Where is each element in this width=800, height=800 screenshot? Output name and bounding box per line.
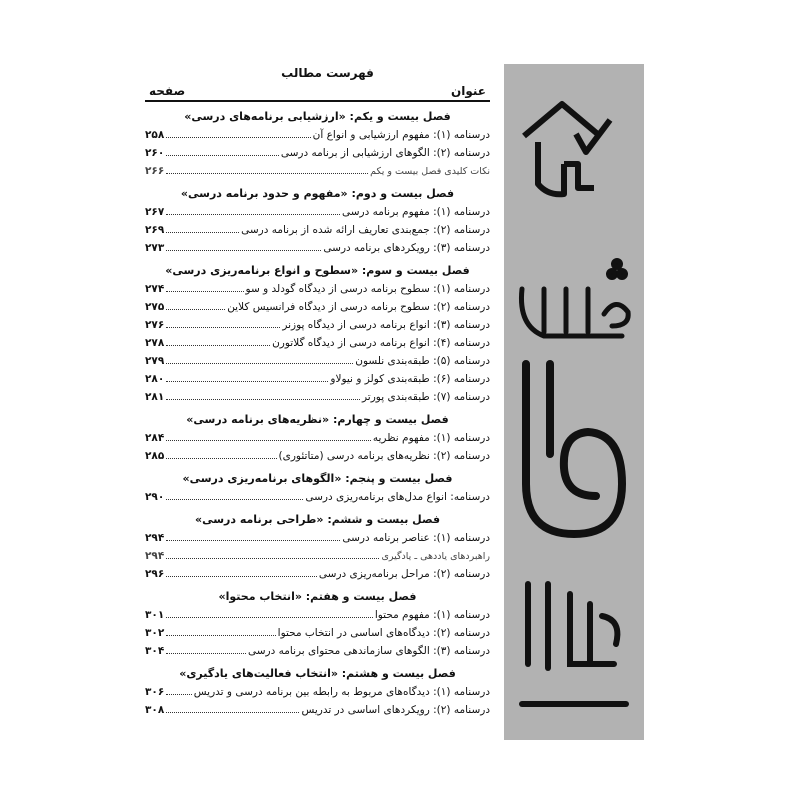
toc-entry-title: درسنامه (۱): دیدگاه‌های مربوط به رابطه بین برنامه درسی و تدریس [193, 686, 490, 698]
toc-entry[interactable] [145, 546, 490, 564]
toc-entry-page: ۲۶۰ [145, 147, 165, 159]
toc-entry-title: درسنامه (۲): رویکردهای اساسی در تدریس [301, 704, 490, 716]
toc-entry[interactable] [145, 351, 490, 369]
toc-entry-title: درسنامه (۱): مفهوم نظریه [372, 432, 490, 444]
dot-leader [166, 369, 328, 382]
chapter-title: فصل بیست و هشتم: «انتخاب فعالیت‌های یادگیری» [179, 667, 456, 680]
toc-entry[interactable] [145, 202, 490, 220]
sharif-script-icon [521, 261, 628, 337]
dot-leader [166, 125, 310, 138]
toc-entry[interactable] [145, 700, 490, 718]
toc-entry[interactable] [145, 623, 490, 641]
toc-entry-page: ۲۸۴ [145, 432, 165, 444]
chapter-title: فصل بیست و دوم: «مفهوم و حدود برنامه درسی» [180, 187, 455, 200]
dot-leader [166, 528, 340, 541]
toc-entry[interactable] [145, 682, 490, 700]
dot-leader [166, 333, 270, 346]
toc-entry[interactable] [145, 564, 490, 582]
toc-entry-page: ۲۹۴ [145, 532, 165, 544]
toc-entry-page: ۲۵۸ [145, 129, 165, 141]
toc-entry-page: ۳۰۴ [145, 645, 165, 657]
dot-leader [166, 682, 192, 695]
toc-entry-page: ۲۶۶ [145, 165, 165, 177]
toc-entry-page: ۲۷۸ [145, 337, 165, 349]
chapter-section [145, 665, 490, 718]
toc-entry-page: ۲۸۰ [145, 373, 165, 385]
dot-leader [166, 623, 275, 636]
toc-entry-title: درسنامه (۳): انواع برنامه درسی از دیدگاه پوزنر [282, 319, 490, 331]
chapter-section [145, 470, 490, 505]
dot-leader [166, 238, 321, 251]
toc-entry-title: درسنامه (۱): مفهوم ارزشیابی و انواع آن [312, 129, 490, 141]
toc-entry-page: ۲۶۷ [145, 206, 165, 218]
dot-leader [166, 315, 280, 328]
chapter-section [145, 588, 490, 659]
dot-leader [166, 297, 225, 310]
toc-entry[interactable] [145, 428, 490, 446]
toc-entry-title: درسنامه (۲): الگوهای ارزشیابی از برنامه درسی [280, 147, 490, 159]
dot-leader [166, 161, 368, 174]
chapter-title: فصل بیست و ششم: «طراحی برنامه درسی» [194, 513, 441, 526]
toc-entry-title: درسنامه (۵): طبقه‌بندی نلسون [355, 355, 490, 367]
dot-leader [166, 641, 246, 654]
sharif-madares-logo [504, 64, 644, 740]
toc-entry[interactable] [145, 143, 490, 161]
dot-leader [166, 564, 317, 577]
chapter-title: فصل بیست و هفتم: «انتخاب محتوا» [218, 590, 417, 603]
toc-entry[interactable] [145, 641, 490, 659]
toc-entry[interactable] [145, 487, 490, 505]
chapter-section [145, 108, 490, 179]
table-of-contents [145, 64, 490, 718]
chapter-title: فصل بیست و سوم: «سطوح و انواع برنامه‌ریزی درسی» [165, 264, 470, 277]
toc-entry[interactable] [145, 279, 490, 297]
toc-entry[interactable] [145, 238, 490, 256]
chapter-title: فصل بیست و یکم: «ارزشیابی برنامه‌های درسی» [184, 110, 451, 123]
column-title-header: عنوان [451, 84, 486, 98]
dot-leader [166, 351, 353, 364]
toc-entry-page: ۳۰۱ [145, 609, 165, 621]
chapter-section [145, 185, 490, 256]
toc-entry[interactable] [145, 297, 490, 315]
dot-leader [166, 446, 276, 459]
toc-entry-title: درسنامه (۲): دیدگاه‌های اساسی در انتخاب محتوا [277, 627, 490, 639]
toc-entry-page: ۲۹۴ [145, 550, 165, 562]
dot-leader [166, 279, 243, 292]
toc-entry-page: ۲۷۹ [145, 355, 165, 367]
toc-entry-page: ۲۷۴ [145, 283, 165, 295]
toc-entry-title: درسنامه (۱): سطوح برنامه درسی از دیدگاه گودلد و سو [245, 283, 490, 295]
toc-entry-title: درسنامه (۱): مفهوم برنامه درسی [342, 206, 490, 218]
toc-entry-title: درسنامه (۲): سطوح برنامه درسی از دیدگاه فرانسیس کلاین [227, 301, 490, 313]
toc-entry[interactable] [145, 387, 490, 405]
toc-entry[interactable] [145, 605, 490, 623]
toc-entry-title: درسنامه (۳): رویکردهای برنامه درسی [323, 242, 490, 254]
chapter-section [145, 411, 490, 464]
chapter-section [145, 262, 490, 405]
toc-entry-page: ۲۸۵ [145, 450, 165, 462]
toc-entry-title: درسنامه (۴): انواع برنامه درسی از دیدگاه گلاتورن [272, 337, 490, 349]
dot-leader [166, 546, 379, 559]
toc-entry-page: ۳۰۸ [145, 704, 165, 716]
toc-entry-title: درسنامه (۷): طبقه‌بندی پورتر [362, 391, 490, 403]
toc-entry-page: ۲۹۰ [145, 491, 165, 503]
toc-entry-title: درسنامه (۱): مفهوم محتوا [374, 609, 490, 621]
toc-entry[interactable] [145, 315, 490, 333]
face-emblem-icon [524, 104, 610, 194]
dot-leader [166, 700, 299, 713]
toc-entry-title: درسنامه (۳): الگوهای سازماندهی محتوای برنامه درسی [248, 645, 490, 657]
chapter-section [145, 511, 490, 582]
toc-entry-page: ۲۷۵ [145, 301, 165, 313]
toc-entry-title: درسنامه: انواع مدل‌های برنامه‌ریزی درسی [305, 491, 490, 503]
dot-leader [166, 605, 373, 618]
toc-entry-page: ۲۷۳ [145, 242, 165, 254]
toc-entry[interactable] [145, 161, 490, 179]
toc-entry-title: درسنامه (۶): طبقه‌بندی کولز و نیولاو [330, 373, 490, 385]
toc-entry[interactable] [145, 369, 490, 387]
toc-entry-page: ۳۰۶ [145, 686, 165, 698]
toc-entry-page: ۲۸۱ [145, 391, 165, 403]
chapter-title: فصل بیست و چهارم: «نظریه‌های برنامه درسی» [186, 413, 449, 426]
publisher-logo-panel [504, 64, 644, 740]
toc-entry[interactable] [145, 220, 490, 238]
toc-entry-title: درسنامه (۱): عناصر برنامه درسی [342, 532, 490, 544]
toc-entry-title: درسنامه (۲): مراحل برنامه‌ریزی درسی [318, 568, 490, 580]
toc-entry[interactable] [145, 333, 490, 351]
toc-entry-title: نکات کلیدی فصل بیست و یکم [370, 166, 490, 177]
chapter-title: فصل بیست و پنجم: «الگوهای برنامه‌ریزی درسی» [182, 472, 453, 485]
toc-entry-title: راهبردهای یاددهی ـ یادگیری [381, 551, 490, 562]
toc-entry-page: ۲۶۹ [145, 224, 165, 236]
toc-entry[interactable] [145, 528, 490, 546]
dot-leader [166, 202, 340, 215]
madares-script-icon [522, 584, 626, 704]
big-loop-icon [526, 364, 622, 534]
toc-entry-page: ۲۷۶ [145, 319, 165, 331]
toc-header [145, 82, 490, 102]
dot-leader [166, 220, 239, 233]
toc-entry-title: درسنامه (۲): جمع‌بندی تعاریف ارائه شده از برنامه درسی [241, 224, 490, 236]
dot-leader [166, 487, 303, 500]
toc-entry-page: ۲۹۶ [145, 568, 165, 580]
toc-entry-page: ۳۰۲ [145, 627, 165, 639]
toc-title: فهرست مطالب [281, 66, 374, 80]
toc-entry-title: درسنامه (۲): نظریه‌های برنامه درسی (متاتئوری) [278, 450, 490, 462]
toc-entry[interactable] [145, 446, 490, 464]
dot-leader [166, 143, 279, 156]
chapter-list [145, 108, 490, 718]
toc-entry[interactable] [145, 125, 490, 143]
dot-leader [166, 387, 360, 400]
column-page-header: صفحه [149, 84, 186, 98]
dot-leader [166, 428, 371, 441]
